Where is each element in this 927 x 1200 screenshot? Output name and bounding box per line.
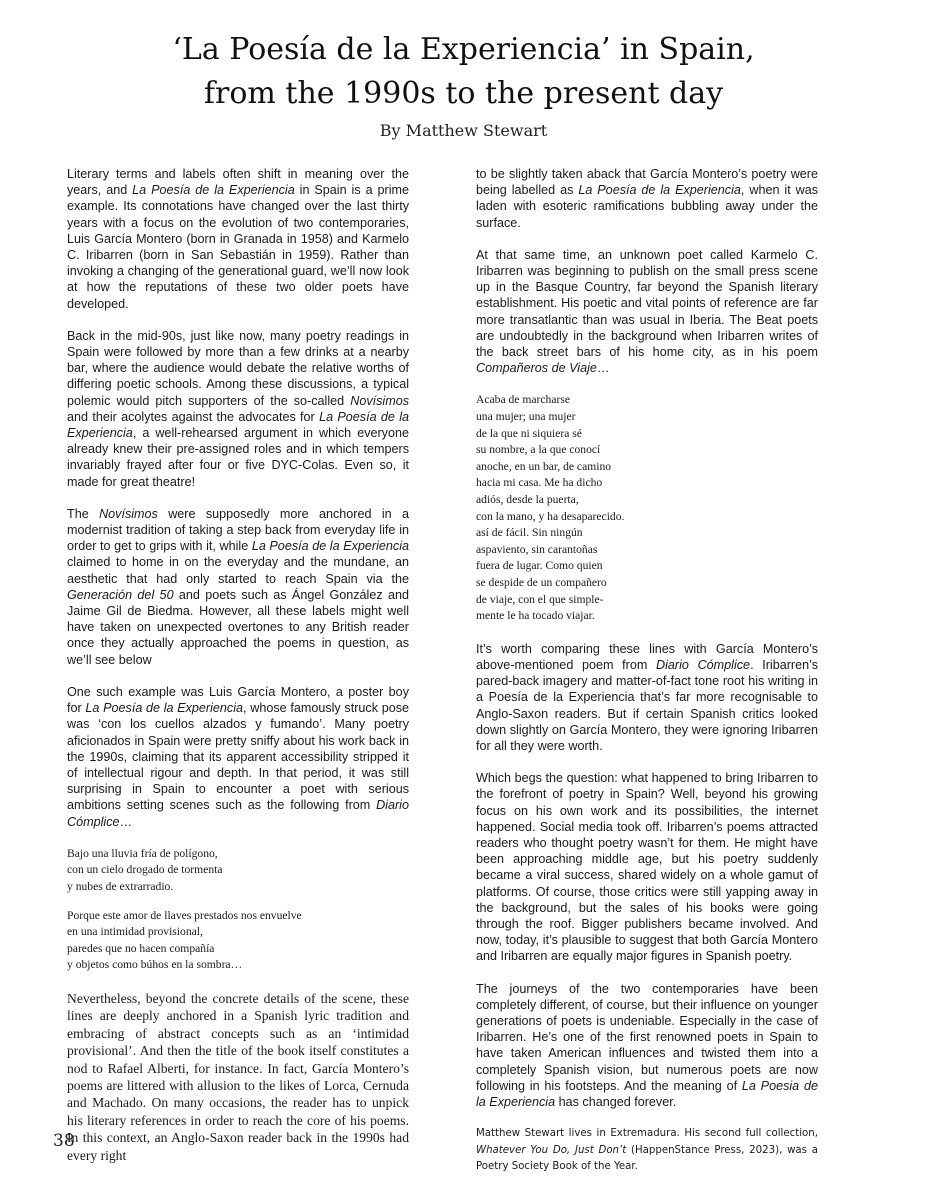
text-run: …: [596, 361, 610, 376]
text-run: Which begs the question: what happened to bring Iribarren to the forefront of poetry in Spain? Well, beyond his growing focus on his own work and its possibilities, the internet happened. Social media took off. Iribarren’s poems attracted readers who thought poetry wasn’t for them. He might have been approaching middle age, but his poetry suddenly became a viral success, shared widely on a whole gamut of platforms. Of course, those critics were still yapping away in the background, but the sales of his books were going through the roof. Bigger publishers became involved. And now, today, it’s plausible to suggest that both García Montero and Iribarren are equally major figures in Spanish poetry.: [476, 771, 818, 964]
poem-line: una mujer; una mujer: [476, 410, 576, 424]
text-run: The journeys of the two contemporaries have been completely different, of course, but their influence on younger generations of poets is undeniable. Especially in the case of Iribarren. He’s one of the first renowned poets in Spain to have taken American influences and twisted them into a completely Spanish vision, but numerous poets are now following in his footsteps. And the meaning of: [476, 981, 818, 1093]
right-column: [476, 166, 818, 1175]
poem-line: paredes que no hacen compañía: [67, 941, 215, 955]
paragraph: [67, 166, 409, 312]
paragraph: Nevertheless, beyond the concrete details of the scene, these lines are deeply anchored in a Spanish lyric tradition and embracing of abstract concepts such as an ‘intimidad provisional’. And then the title of the book itself constitutes a nod to Rafael Alberti, for instance. In fact, García Montero’s poems are littered with allusion to the likes of Lorca, Cernuda and Machado. On many occasions, the reader has to unpick his literary references in order to reach the core of his poems. In this context, an Anglo-Saxon reader back in the 1990s had every right: [67, 990, 409, 1163]
italic-text: La Poesía de la Experiencia: [85, 701, 244, 716]
text-run: were supposedly more anchored in a modernist tradition of taking a step back from everyday life in order to get to grips with it, while: [67, 506, 409, 554]
article-title: [0, 28, 927, 116]
text-run: Matthew Stewart lives in Extremadura. His second full collection,: [476, 1128, 818, 1140]
poem-line: con la mano, y ha desaparecido.: [476, 509, 625, 523]
author-bio: [476, 1126, 818, 1175]
italic-text: Compañeros de Viaje: [476, 361, 597, 376]
text-run: At that same time, an unknown poet called Karmelo C. Iribarren was beginning to publish on the small press scene up in the Basque Country, far beyond the Spanish literary establishment. His poetic and vital points of reference are far more transatlantic than was usual in Iberia. The Beat poets are undoubtedly in the background when Iribarren writes of the back street bars of his home city, as in his poem: [476, 247, 818, 360]
poem-line: aspaviento, sin carantoñas: [476, 542, 598, 556]
text-run: …: [119, 814, 133, 829]
text-run: and their acolytes against the advocates for: [67, 409, 320, 424]
poem-line: mente le ha tocado viajar.: [476, 609, 595, 623]
byline: By Matthew Stewart: [379, 121, 548, 140]
italic-text: La Poesía de la Experiencia: [132, 183, 295, 198]
text-run: in Spain is a prime example. Its connotations have changed over the last thirty years with a focus on the evolution of two contemporaries, Luis García Montero (born in Granada in 1958) and Karmelo C. Iribarren (born in San Sebastián in 1959). Rather than invoking a changing of the generational guard, we’ll now look at how the reputations of these two older poets have developed.: [67, 183, 409, 311]
poem-line: de viaje, con el que simple-: [476, 592, 604, 606]
text-run: , a well-rehearsed argument in which everyone already knew their pre-assigned roles and in which tempers invariably frayed after four or five DYC-Colas. Even so, it made for great theatre!: [67, 426, 409, 489]
italic-text: Diario Cómplice: [656, 657, 751, 672]
poem-line: se despide de un compañero: [476, 575, 607, 589]
poem-line: Bajo una lluvia fría de polígono,: [67, 846, 218, 860]
left-column: [67, 166, 409, 1164]
text-run: It’s worth comparing these lines with García Montero’s above-mentioned poem from: [476, 641, 818, 672]
italic-text: Generación del 50: [67, 587, 174, 602]
paragraph: [67, 684, 409, 830]
text-run: . Iribarren’s pared-back imagery and matter-of-fact tone root his writing in a Poesía de la Experiencia that’s far more recognisable to Anglo-Saxon readers. But if certain Spanish critics looked down slightly on García Montero, they were ignoring Iribarren for all they were worth.: [476, 657, 819, 753]
text-run: to be slightly taken aback that García Montero’s poetry were being labelled as: [476, 167, 818, 198]
poem-quote-garcia-montero: [67, 846, 409, 974]
text-run: The: [67, 506, 100, 521]
stanza-break: [67, 896, 409, 908]
poem-line: su nombre, a la que conocí: [476, 443, 601, 457]
poem-line: y objetos como búhos en la sombra…: [67, 958, 243, 972]
paragraph: [476, 247, 818, 377]
poem-line: fuera de lugar. Como quien: [476, 559, 603, 573]
italic-text: Diario Cómplice: [67, 798, 409, 829]
page-number: 38: [53, 1131, 75, 1151]
text-run: One such example was Luis García Montero, a poster boy for: [67, 684, 409, 716]
poem-quote-iribarren: [476, 392, 818, 624]
paragraph: [476, 641, 818, 754]
paragraph: [67, 506, 409, 668]
italic-text: Whatever You Do, Just Don’t: [476, 1144, 627, 1156]
poem-line: anoche, en un bar, de camino: [476, 459, 612, 473]
text-run: , when it was laden with esoteric ramifications bubbling away under the surface.: [476, 183, 819, 230]
text-run: , whose famously struck pose was ‘con los cuellos alzados y fumando’. Many poetry aficionados in Spain were pretty sniffy about his work back in the 1990s, claiming that its apparent accessibility stripped it of intellectual rigour and depth. In that period, it was still surprising in Spain to encounter a poet with serious ambitions setting scenes such as the following from: [67, 701, 410, 813]
poem-line: y nubes de extrarradio.: [67, 879, 174, 893]
text-run: (HappenStance Press, 2023), was a Poetry Society Book of the Year.: [476, 1144, 818, 1173]
poem-line: en una intimidad provisional,: [67, 925, 203, 939]
title-line-2: from the 1990s to the present day: [203, 76, 724, 111]
text-run: has changed forever.: [555, 1095, 677, 1110]
text-run: Back in the mid-90s, just like now, many poetry readings in Spain were followed by more than a few drinks at a nearby bar, where the audience would debate the relative worths of differing poetic schools. Among these discussions, a typical polemic would pitch supporters of the so-called: [67, 328, 409, 408]
text-run: claimed to home in on the everyday and the mundane, an aesthetic that had only started to reach Spain via the: [67, 555, 409, 586]
italic-text: La Poesía de la Experiencia: [67, 409, 409, 441]
poem-line: hacia mi casa. Me ha dicho: [476, 476, 603, 490]
poem-line: de la que ni siquiera sé: [476, 426, 582, 440]
italic-text: La Poesía de la Experiencia: [251, 539, 409, 554]
italic-text: La Poesia de la Experiencia: [476, 1078, 818, 1110]
text-run: Literary terms and labels often shift in meaning over the years, and: [67, 167, 409, 198]
italic-text: Novísimos: [99, 506, 158, 521]
poem-line: con un cielo drogado de tormenta: [67, 863, 223, 877]
paragraph: [476, 166, 818, 231]
title-line-1: ‘La Poesía de la Experiencia’ in Spain,: [172, 32, 755, 67]
text-run: and poets such as Ángel González and Jaime Gil de Biedma. However, all these labels might well have taken on unexpected overtones to any British reader once they actually approached the poems in question, as we’ll see below: [67, 587, 409, 667]
paragraph: [67, 328, 409, 490]
poem-line: Acaba de marcharse: [476, 393, 570, 407]
poem-line: adiós, desde la puerta,: [476, 493, 579, 506]
poem-line: así de fácil. Sin ningún: [476, 526, 583, 540]
paragraph: [476, 770, 818, 964]
italic-text: La Poesía de la Experiencia: [578, 183, 741, 198]
paragraph: [476, 981, 818, 1111]
italic-text: Novísimos: [350, 393, 409, 408]
poem-line: Porque este amor de llaves prestados nos envuelve: [67, 908, 302, 922]
